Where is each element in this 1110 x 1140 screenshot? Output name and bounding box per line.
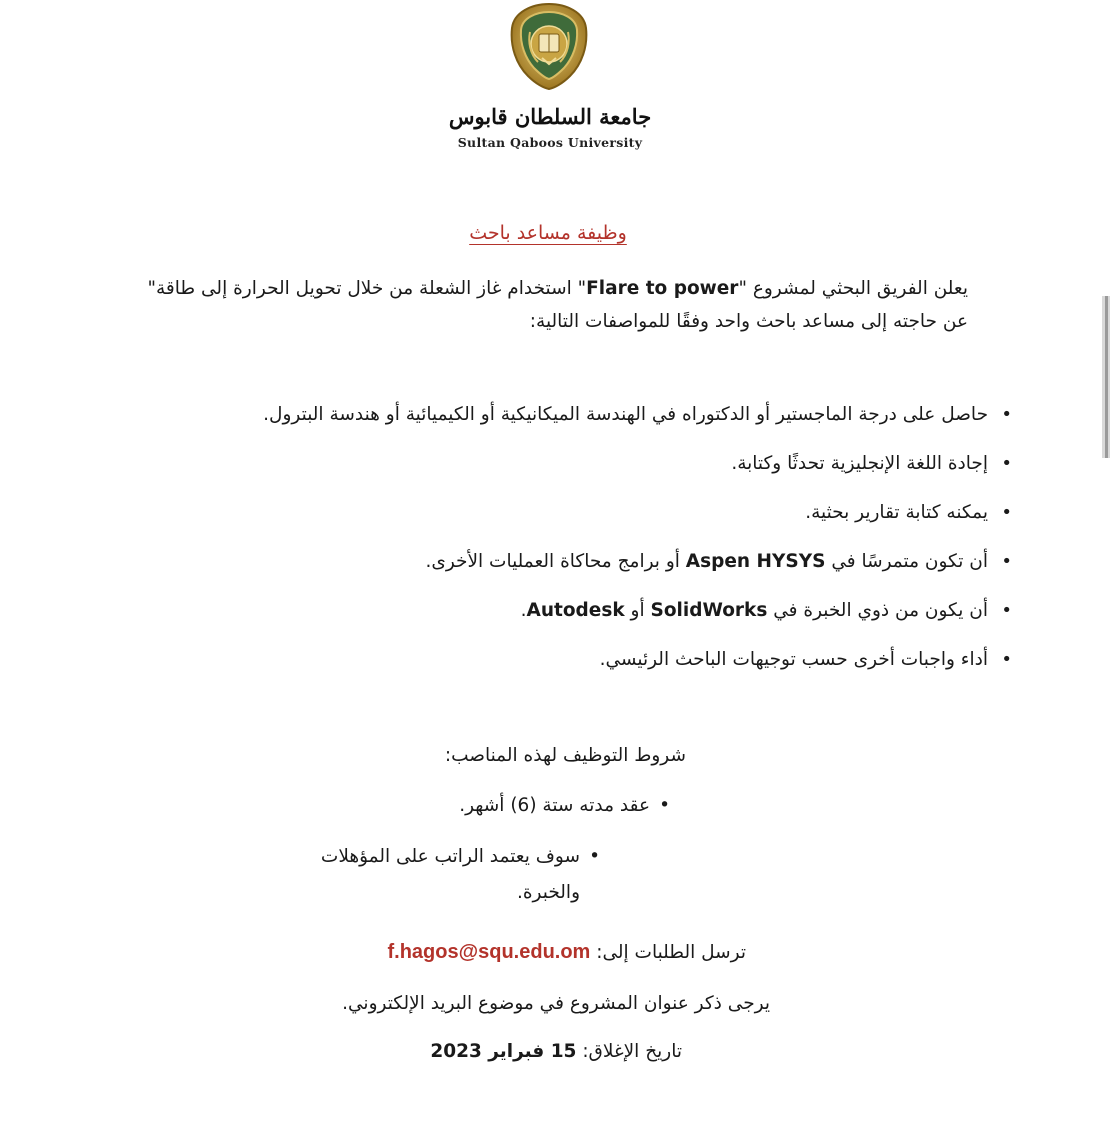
software-name: SolidWorks (650, 600, 768, 621)
sqU-crest-logo (506, 2, 592, 90)
requirement-text: حاصل على درجة الماجستير أو الدكتوراه في الهندسة الميكانيكية أو الكيميائية أو هندسة البترول. (263, 404, 988, 425)
intro-pre: يعلن الفريق البحثي لمشروع " (738, 278, 968, 299)
edge-scroll-marker (1102, 296, 1110, 458)
terms-list (300, 788, 676, 903)
requirement-pre: أن تكون متمرسًا في (825, 551, 988, 572)
requirements-list (140, 395, 1014, 689)
subject-note: يرجى ذكر عنوان المشروع في موضوع البريد الإلكتروني. (342, 993, 770, 1014)
intro-post: " استخدام غاز الشعلة من خلال تحويل الحرارة إلى طاقة" عن حاجته إلى مساعد باحث واحد وفقًا للمواصفات التالية: (147, 278, 968, 332)
intro-paragraph (120, 272, 968, 338)
closing-date-line (300, 1034, 682, 1070)
university-name-english: Sultan Qaboos University (457, 135, 643, 150)
job-title: وظيفة مساعد باحث (469, 222, 627, 244)
university-name-arabic: جامعة السلطان قابوس (448, 104, 652, 129)
email-link[interactable]: f.hagos@squ.edu.om (387, 941, 591, 963)
list-item (140, 395, 988, 444)
list-item (140, 640, 988, 689)
requirement-post: . (520, 600, 527, 621)
list-item (140, 444, 988, 493)
list-item (140, 591, 988, 640)
requirement-text: يمكنه كتابة تقارير بحثية. (805, 502, 988, 523)
list-item (140, 542, 988, 591)
requirement-mid: أو (624, 600, 651, 621)
list-item: • عقد مدته ستة (6) أشهر. (300, 788, 650, 839)
requirement-post: أو برامج محاكاة العمليات الأخرى. (425, 551, 686, 572)
terms-heading: شروط التوظيف لهذه المناصب: (444, 745, 686, 766)
software-name: Aspen HYSYS (685, 551, 826, 572)
project-name: Flare to power (586, 278, 739, 299)
list-item (140, 493, 988, 542)
send-applications-line (300, 934, 746, 971)
requirement-text: إجادة اللغة الإنجليزية تحدثًا وكتابة. (731, 453, 988, 474)
closing-label: تاريخ الإغلاق: (576, 1041, 682, 1062)
requirement-text: أداء واجبات أخرى حسب توجيهات الباحث الرئيسي. (599, 649, 988, 670)
software-name: Autodesk (526, 600, 625, 621)
list-item: • سوف يعتمد الراتب على المؤهلات والخبرة. (300, 839, 580, 890)
closing-date: 15 فبراير 2023 (430, 1041, 577, 1062)
requirement-pre: أن يكون من ذوي الخبرة في (767, 600, 988, 621)
send-label: ترسل الطلبات إلى: (590, 942, 746, 963)
